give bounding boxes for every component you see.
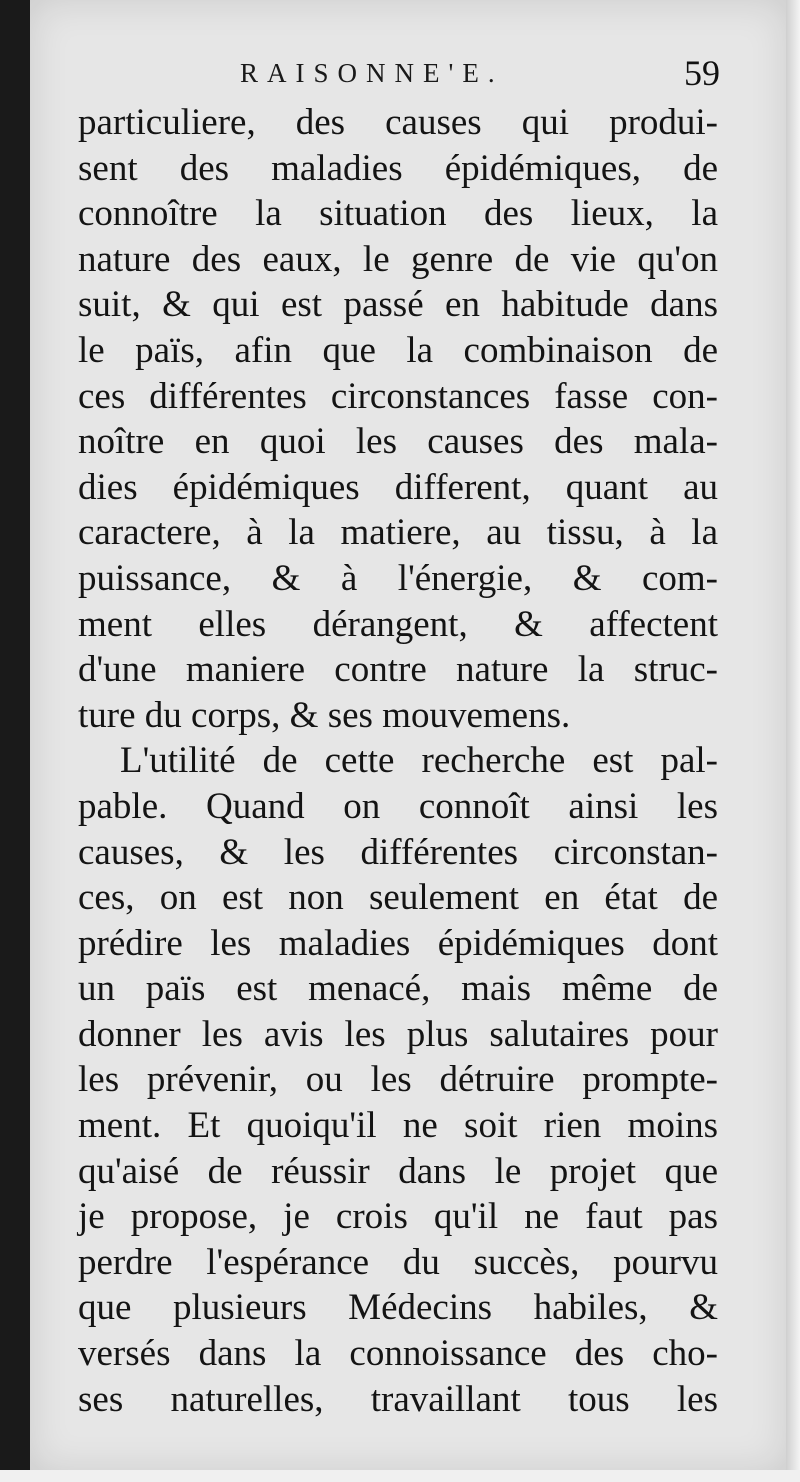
text-line: je propose, je crois qu'il ne faut pas bbox=[78, 1196, 718, 1238]
text-line: connoître la situation des lieux, la bbox=[78, 193, 718, 235]
paragraph-2 bbox=[78, 738, 718, 1422]
text-line: pable. Quand on connoît ainsi les bbox=[78, 785, 718, 827]
text-line: caractere, à la matiere, au tissu, à la bbox=[78, 512, 718, 554]
text-line: qu'aisé de réussir dans le projet que bbox=[78, 1150, 718, 1192]
text-line: nature des eaux, le genre de vie qu'on bbox=[78, 238, 718, 280]
text-line: particuliere, des causes qui produi- bbox=[78, 102, 718, 143]
page-edge bbox=[786, 0, 800, 1482]
text-line: sent des maladies épidémiques, de bbox=[78, 147, 718, 189]
text-line: perdre l'espérance du succès, pourvu bbox=[78, 1241, 718, 1283]
text-line: donner les avis les plus salutaires pour bbox=[78, 1013, 718, 1055]
text-line: ment. Et quoiqu'il ne soit rien moins bbox=[78, 1105, 718, 1147]
text-line: d'une maniere contre nature la struc- bbox=[78, 649, 718, 691]
text-line: noître en quoi les causes des mala- bbox=[78, 421, 718, 463]
page-bottom-margin bbox=[0, 1470, 800, 1482]
text-line: ture du corps, & ses mouvemens. bbox=[78, 694, 571, 736]
text-line: ces différentes circonstances fasse con- bbox=[78, 375, 718, 417]
text-line: ses naturelles, travaillant tous les bbox=[78, 1378, 718, 1420]
text-line: puissance, & à l'énergie, & com- bbox=[78, 557, 718, 599]
text-line: L'utilité de cette recherche est pal- bbox=[120, 740, 718, 782]
page-number: 59 bbox=[684, 53, 720, 93]
text-line: un païs est menacé, mais même de bbox=[78, 968, 718, 1010]
body-text bbox=[78, 100, 718, 1422]
text-line: les prévenir, ou les détruire prompte- bbox=[78, 1059, 718, 1101]
text-line: dies épidémiques different, quant au bbox=[78, 466, 718, 508]
running-head bbox=[240, 52, 720, 98]
paragraph-1 bbox=[78, 100, 718, 738]
text-line: causes, & les différentes circonstan- bbox=[78, 831, 718, 873]
text-line: ment elles dérangent, & affectent bbox=[78, 603, 718, 645]
text-line: suit, & qui est passé en habitude dans bbox=[78, 284, 718, 326]
text-line: prédire les maladies épidémiques dont bbox=[78, 922, 718, 964]
running-title: RAISONNE'E. bbox=[240, 58, 504, 88]
text-line: versés dans la connoissance des cho- bbox=[78, 1333, 718, 1375]
text-line: le païs, afin que la combinaison de bbox=[78, 329, 718, 371]
text-line: que plusieurs Médecins habiles, & bbox=[78, 1287, 718, 1329]
text-line: ces, on est non seulement en état de bbox=[78, 877, 718, 919]
